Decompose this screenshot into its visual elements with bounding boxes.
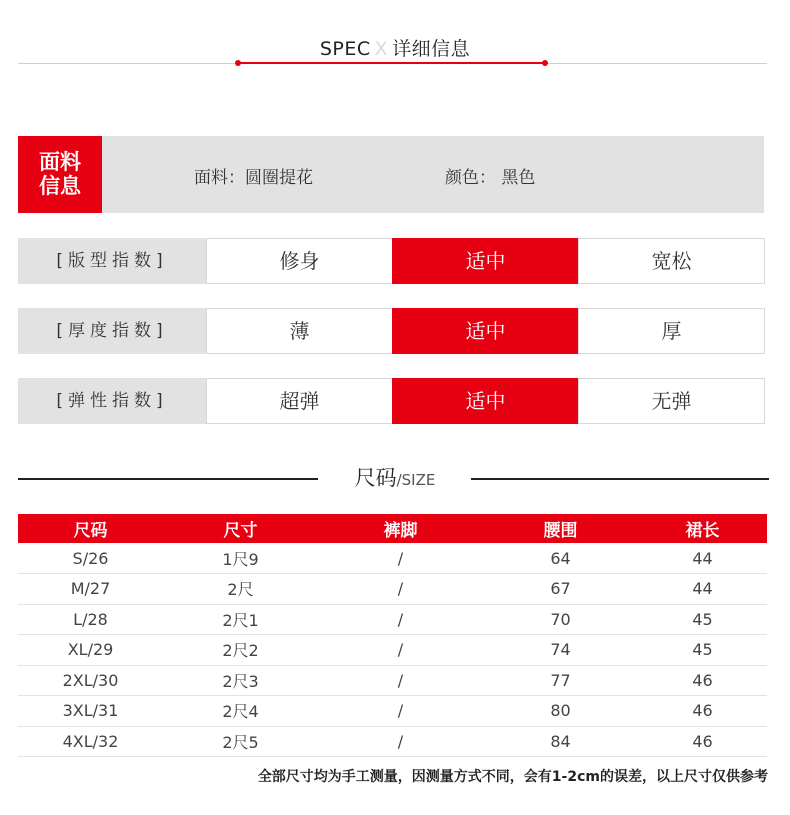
cell-waist: 84 (483, 726, 638, 757)
cell-leg-opening: / (318, 696, 483, 727)
col-leg-opening: 裤脚 (318, 514, 483, 543)
fabric-info-panel (18, 136, 764, 213)
cell-size: L/28 (18, 604, 163, 635)
elasticity-option-super: 超弹 (206, 378, 393, 424)
fit-index-row (18, 238, 765, 284)
thickness-index-row (18, 308, 765, 354)
header-accent-dot-left (235, 60, 241, 66)
cell-measure: 1尺9 (163, 543, 318, 574)
cell-skirt-length: 45 (638, 604, 767, 635)
table-row (18, 726, 767, 757)
elasticity-option-none: 无弹 (578, 378, 765, 424)
elasticity-option-medium: 适中 (392, 378, 579, 424)
size-section-header (0, 462, 790, 496)
elasticity-index-label: [弹性指数] (18, 378, 206, 424)
cell-size: 4XL/32 (18, 726, 163, 757)
cell-size: S/26 (18, 543, 163, 574)
size-title-en: /SIZE (396, 471, 436, 489)
table-row (18, 696, 767, 727)
cell-measure: 2尺3 (163, 665, 318, 696)
size-table-header (18, 514, 767, 543)
cell-skirt-length: 44 (638, 574, 767, 605)
size-table (18, 514, 767, 757)
cell-size: 2XL/30 (18, 665, 163, 696)
fit-option-loose: 宽松 (578, 238, 765, 284)
cell-leg-opening: / (318, 665, 483, 696)
cell-leg-opening: / (318, 574, 483, 605)
header-accent-line (238, 62, 545, 64)
cell-measure: 2尺 (163, 574, 318, 605)
cell-waist: 80 (483, 696, 638, 727)
cell-measure: 2尺4 (163, 696, 318, 727)
table-row (18, 543, 767, 574)
cell-skirt-length: 45 (638, 635, 767, 666)
fabric-material: 面料：圆圈提花 (194, 168, 313, 188)
fabric-tag-line2: 信息 (39, 174, 81, 198)
spec-header (0, 30, 790, 70)
cell-leg-opening: / (318, 604, 483, 635)
fabric-color: 颜色： 黑色 (445, 168, 536, 188)
size-divider-right (471, 478, 769, 480)
cell-measure: 2尺1 (163, 604, 318, 635)
fit-option-slim: 修身 (206, 238, 393, 284)
cell-waist: 67 (483, 574, 638, 605)
table-row (18, 574, 767, 605)
col-size: 尺码 (18, 514, 163, 543)
table-row (18, 604, 767, 635)
cell-leg-opening: / (318, 543, 483, 574)
thickness-option-thin: 薄 (206, 308, 393, 354)
size-section-title (0, 462, 790, 492)
thickness-option-medium: 适中 (392, 308, 579, 354)
cell-skirt-length: 46 (638, 696, 767, 727)
col-measure: 尺寸 (163, 514, 318, 543)
fabric-tag-line1: 面料 (39, 150, 81, 174)
fit-index-label: [版型指数] (18, 238, 206, 284)
cell-size: XL/29 (18, 635, 163, 666)
cell-waist: 70 (483, 604, 638, 635)
cell-leg-opening: / (318, 726, 483, 757)
spec-separator: X (374, 38, 389, 60)
table-row (18, 665, 767, 696)
cell-skirt-length: 46 (638, 726, 767, 757)
col-skirt-length: 裙长 (638, 514, 767, 543)
cell-measure: 2尺2 (163, 635, 318, 666)
size-title-zh: 尺码 (354, 466, 397, 490)
spec-title (0, 34, 790, 61)
table-row (18, 635, 767, 666)
spec-title-zh: 详细信息 (392, 38, 471, 60)
cell-waist: 77 (483, 665, 638, 696)
cell-skirt-length: 44 (638, 543, 767, 574)
cell-measure: 2尺5 (163, 726, 318, 757)
cell-size: 3XL/31 (18, 696, 163, 727)
header-accent-dot-right (542, 60, 548, 66)
thickness-index-label: [厚度指数] (18, 308, 206, 354)
thickness-option-thick: 厚 (578, 308, 765, 354)
cell-size: M/27 (18, 574, 163, 605)
fit-option-medium: 适中 (392, 238, 579, 284)
elasticity-index-row (18, 378, 765, 424)
cell-waist: 74 (483, 635, 638, 666)
cell-leg-opening: / (318, 635, 483, 666)
fabric-info-tag (18, 136, 102, 213)
measurement-note: 全部尺寸均为手工测量，因测量方式不同，会有1-2cm的误差，以上尺寸仅供参考 (257, 769, 768, 785)
cell-skirt-length: 46 (638, 665, 767, 696)
cell-waist: 64 (483, 543, 638, 574)
spec-title-en: SPEC (319, 38, 371, 60)
col-waist: 腰围 (483, 514, 638, 543)
